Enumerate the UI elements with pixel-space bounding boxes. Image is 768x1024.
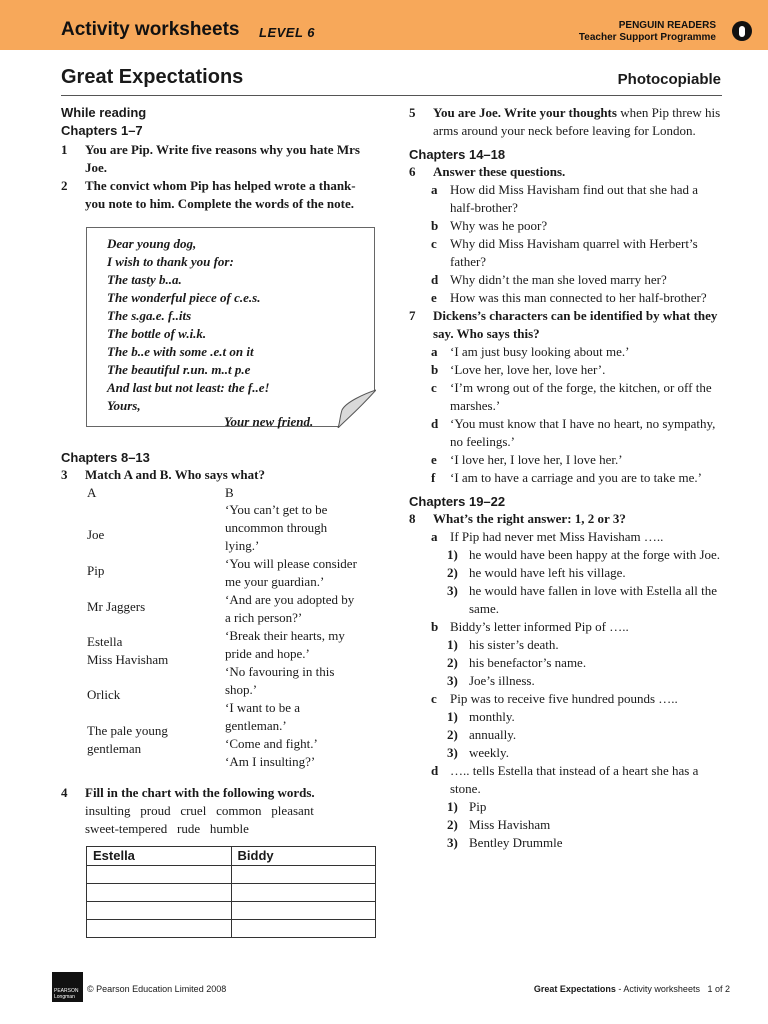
sub-text: ‘You must know that I have no heart, no sympathy, no feelings.’ xyxy=(450,416,716,449)
chart-cell[interactable] xyxy=(231,866,376,884)
subquestion xyxy=(409,361,724,379)
question-rest: when Pip threw his arms around your neck before leaving for London. xyxy=(433,105,721,138)
option-number: 1) xyxy=(447,799,458,814)
sub-letter: e xyxy=(431,452,437,467)
subquestion xyxy=(409,217,724,235)
chart-cell[interactable] xyxy=(87,920,232,938)
option-text: his benefactor’s name. xyxy=(469,655,587,670)
question-number: 4 xyxy=(61,785,68,800)
chart-cell[interactable] xyxy=(87,902,232,920)
chart-cell[interactable] xyxy=(231,884,376,902)
option-text: he would have fallen in love with Estella all the same. xyxy=(469,583,718,616)
question-text: Match A and B. Who says what? xyxy=(85,467,265,482)
chart-row xyxy=(87,902,376,920)
chapter-heading-19-22: Chapters 19–22 xyxy=(409,494,506,509)
title-divider xyxy=(61,95,722,96)
sub-text: How did Miss Havisham find out that she had a half-brother? xyxy=(450,182,699,215)
note-signature: Your new friend. xyxy=(224,414,314,429)
quote-lines xyxy=(225,501,375,771)
brand-line-1: PENGUIN READERS xyxy=(618,20,716,31)
option-text: his sister’s death. xyxy=(469,637,559,652)
speaker-item: Miss Havisham xyxy=(87,652,169,667)
note-line: Dear young dog, xyxy=(107,236,197,251)
sub-text: Why was he poor? xyxy=(450,218,548,233)
answer-option xyxy=(409,834,724,852)
answer-option xyxy=(409,726,724,744)
chart-cell[interactable] xyxy=(231,902,376,920)
note-line: The wonderful piece of c.e.s. xyxy=(107,290,261,305)
chart-cell[interactable] xyxy=(231,920,376,938)
option-number: 2) xyxy=(447,817,458,832)
sub-letter: a xyxy=(431,529,438,544)
sub-text: Why did Miss Havisham quarrel with Herbert’s father? xyxy=(450,236,698,269)
question-5 xyxy=(409,104,724,140)
right-column xyxy=(409,104,724,852)
option-text: Joe’s illness. xyxy=(469,673,535,688)
quote-line: ‘No favouring in this xyxy=(225,664,335,679)
question-number: 8 xyxy=(409,511,416,526)
sub-letter: a xyxy=(431,344,438,359)
footer-book-title: Great Expectations xyxy=(533,984,616,994)
chart-header-biddy: Biddy xyxy=(231,847,376,866)
subquestion xyxy=(409,618,724,636)
convict-note-box xyxy=(86,227,375,427)
chapter-heading-1-7: Chapters 1–7 xyxy=(61,123,143,138)
note-line: The tasty b..a. xyxy=(107,272,182,287)
worksheet-title: Activity worksheets xyxy=(61,19,240,40)
answer-option xyxy=(409,546,724,564)
subquestion xyxy=(409,379,724,415)
sub-letter: b xyxy=(431,362,439,377)
subquestion xyxy=(409,762,724,798)
sub-letter: c xyxy=(431,236,437,251)
pearson-longman-logo-icon xyxy=(52,972,83,1002)
fill-in-chart xyxy=(86,846,376,938)
option-number: 3) xyxy=(447,583,458,598)
penguin-logo-icon xyxy=(732,21,752,41)
quote-line: ‘Come and fight.’ xyxy=(225,736,318,751)
option-text: monthly. xyxy=(469,709,515,724)
sub-text: ‘I love her, I love her, I love her.’ xyxy=(450,452,623,467)
quote-line: pride and hope.’ xyxy=(225,646,310,661)
answer-option xyxy=(409,798,724,816)
question-number: 3 xyxy=(61,467,68,482)
subquestion xyxy=(409,528,724,546)
note-line: Yours, xyxy=(107,398,141,413)
option-text: Miss Havisham xyxy=(469,817,551,832)
option-text: annually. xyxy=(469,727,517,742)
answer-option xyxy=(409,654,724,672)
sub-letter: d xyxy=(431,272,439,287)
book-title: Great Expectations xyxy=(61,66,244,88)
option-number: 2) xyxy=(447,727,458,742)
quote-line: uncommon through xyxy=(225,520,328,535)
column-b-label: B xyxy=(225,485,234,500)
subquestion xyxy=(409,235,724,271)
note-line: I wish to thank you for: xyxy=(107,254,234,269)
quote-line: lying.’ xyxy=(225,538,260,553)
answer-option xyxy=(409,816,724,834)
question-7 xyxy=(409,307,724,343)
logo-text: PEARSON Longman xyxy=(54,988,79,1000)
sub-letter: a xyxy=(431,182,438,197)
header-bar xyxy=(0,0,768,50)
chart-cell[interactable] xyxy=(87,866,232,884)
sub-text: If Pip had never met Miss Havisham ….. xyxy=(450,529,664,544)
question-1 xyxy=(61,141,361,177)
chart-row xyxy=(87,884,376,902)
option-number: 1) xyxy=(447,709,458,724)
quote-line: ‘Am I insulting?’ xyxy=(225,754,316,769)
chart-row xyxy=(87,920,376,938)
sub-letter: e xyxy=(431,290,437,305)
chapter-heading-14-18: Chapters 14–18 xyxy=(409,147,506,162)
page-number: 1 of 2 xyxy=(707,984,730,994)
answer-option xyxy=(409,564,724,582)
quote-line: ‘Break their hearts, my xyxy=(225,628,345,643)
question-number: 7 xyxy=(409,308,416,323)
answer-option xyxy=(409,744,724,762)
sub-text: ‘I’m wrong out of the forge, the kitchen, or off the marshes.’ xyxy=(450,380,712,413)
question-number: 1 xyxy=(61,142,68,157)
level-label: LEVEL 6 xyxy=(259,25,316,40)
question-text: Dickens’s characters can be identified by what they say. Who says this? xyxy=(433,308,718,341)
subquestion xyxy=(409,415,724,451)
answer-option xyxy=(409,582,724,618)
sub-letter: b xyxy=(431,619,439,634)
option-number: 1) xyxy=(447,547,458,562)
question-4 xyxy=(61,784,361,802)
question-number: 5 xyxy=(409,105,416,120)
chart-header-row xyxy=(87,847,376,866)
option-number: 2) xyxy=(447,655,458,670)
option-number: 3) xyxy=(447,835,458,850)
subquestion xyxy=(409,343,724,361)
option-text: he would have left his village. xyxy=(469,565,626,580)
option-number: 1) xyxy=(447,637,458,652)
sub-text: ‘I am to have a carriage and you are to take me.’ xyxy=(450,470,702,485)
subquestion xyxy=(409,181,724,217)
question-text: Answer these questions. xyxy=(433,164,566,179)
quote-line: me your guardian.’ xyxy=(225,574,325,589)
subquestion xyxy=(409,469,724,487)
word-list-2: sweet-tempered rude humble xyxy=(85,821,249,836)
answer-option xyxy=(409,672,724,690)
quote-line: ‘And are you adopted by xyxy=(225,592,355,607)
brand-text xyxy=(579,20,716,44)
section-heading: While reading xyxy=(61,105,147,120)
question-8 xyxy=(409,510,724,528)
option-number: 2) xyxy=(447,565,458,580)
question-3 xyxy=(61,466,361,484)
sub-text: ‘Love her, love her, love her’. xyxy=(450,362,606,377)
subquestion xyxy=(409,451,724,469)
question-text: What’s the right answer: 1, 2 or 3? xyxy=(433,511,626,526)
note-line: The bottle of w.i.k. xyxy=(107,326,207,341)
speaker-item: gentleman xyxy=(87,741,142,756)
page-footer xyxy=(52,968,732,1004)
question-text: Fill in the chart with the following words. xyxy=(85,785,315,800)
sub-letter: c xyxy=(431,380,437,395)
chart-cell[interactable] xyxy=(87,884,232,902)
quote-line: shop.’ xyxy=(225,682,258,697)
brand-line-2: Teacher Support Programme xyxy=(578,32,716,43)
quote-line: ‘You will please consider xyxy=(225,556,357,571)
speaker-item: Pip xyxy=(87,563,105,578)
sub-letter: d xyxy=(431,416,439,431)
page-curl-icon xyxy=(336,388,376,428)
footer-subtitle: - Activity worksheets xyxy=(615,984,700,994)
sub-letter: c xyxy=(431,691,437,706)
question-2 xyxy=(61,177,361,213)
chapter-heading-8-13: Chapters 8–13 xyxy=(61,450,150,465)
option-text: Bentley Drummle xyxy=(469,835,563,850)
sub-text: How was this man connected to her half-brother? xyxy=(450,290,707,305)
speaker-item: The pale young xyxy=(87,723,168,738)
question-text xyxy=(433,104,724,140)
note-lines xyxy=(107,235,270,415)
option-text: weekly. xyxy=(469,745,509,760)
left-column xyxy=(61,104,361,938)
question-bold-part: You are Joe. Write your thoughts xyxy=(433,105,617,120)
note-line: And last but not least: the f..e! xyxy=(107,380,270,395)
subquestion xyxy=(409,289,724,307)
sub-letter: f xyxy=(431,470,436,485)
option-number: 3) xyxy=(447,673,458,688)
chart-header-estella: Estella xyxy=(87,847,232,866)
speaker-item: Estella xyxy=(87,634,123,649)
answer-option xyxy=(409,708,724,726)
quote-line: a rich person?’ xyxy=(225,610,303,625)
sub-text: ‘I am just busy looking about me.’ xyxy=(450,344,630,359)
question-text: The convict whom Pip has helped wrote a thank-you note to him. Complete the words of the note. xyxy=(85,178,356,211)
question-number: 2 xyxy=(61,178,68,193)
chart-row xyxy=(87,866,376,884)
footer-right xyxy=(534,984,730,994)
speaker-item: Orlick xyxy=(87,687,121,702)
subquestion xyxy=(409,271,724,289)
sub-text: Biddy’s letter informed Pip of ….. xyxy=(450,619,629,634)
column-a-label: A xyxy=(87,485,97,500)
speaker-item: Joe xyxy=(87,527,105,542)
answer-option xyxy=(409,636,724,654)
note-line: The beautiful r.un. m..t p.e xyxy=(107,362,251,377)
quote-line: ‘You can’t get to be xyxy=(225,502,328,517)
question-number: 6 xyxy=(409,164,416,179)
speaker-item: Mr Jaggers xyxy=(87,599,146,614)
photocopiable-label: Photocopiable xyxy=(617,71,721,88)
quote-line: gentleman.’ xyxy=(225,718,287,733)
option-text: he would have been happy at the forge with Joe. xyxy=(469,547,721,562)
note-line: The s.ga.e. f..its xyxy=(107,308,192,323)
word-list-1: insulting proud cruel common pleasant xyxy=(85,803,314,818)
matching-exercise xyxy=(61,484,361,784)
option-number: 3) xyxy=(447,745,458,760)
option-text: Pip xyxy=(469,799,487,814)
quote-line: ‘I want to be a xyxy=(225,700,301,715)
sub-text: ….. tells Estella that instead of a heart she has a stone. xyxy=(450,763,699,796)
subquestion xyxy=(409,690,724,708)
question-text: You are Pip. Write five reasons why you hate Mrs Joe. xyxy=(85,142,360,175)
note-line: The b..e with some .e.t on it xyxy=(107,344,254,359)
sub-text: Pip was to receive five hundred pounds ….. xyxy=(450,691,678,706)
sub-text: Why didn’t the man she loved marry her? xyxy=(450,272,667,287)
question-6 xyxy=(409,163,724,181)
copyright-text: © Pearson Education Limited 2008 xyxy=(87,984,227,994)
sub-letter: b xyxy=(431,218,439,233)
sub-letter: d xyxy=(431,763,439,778)
